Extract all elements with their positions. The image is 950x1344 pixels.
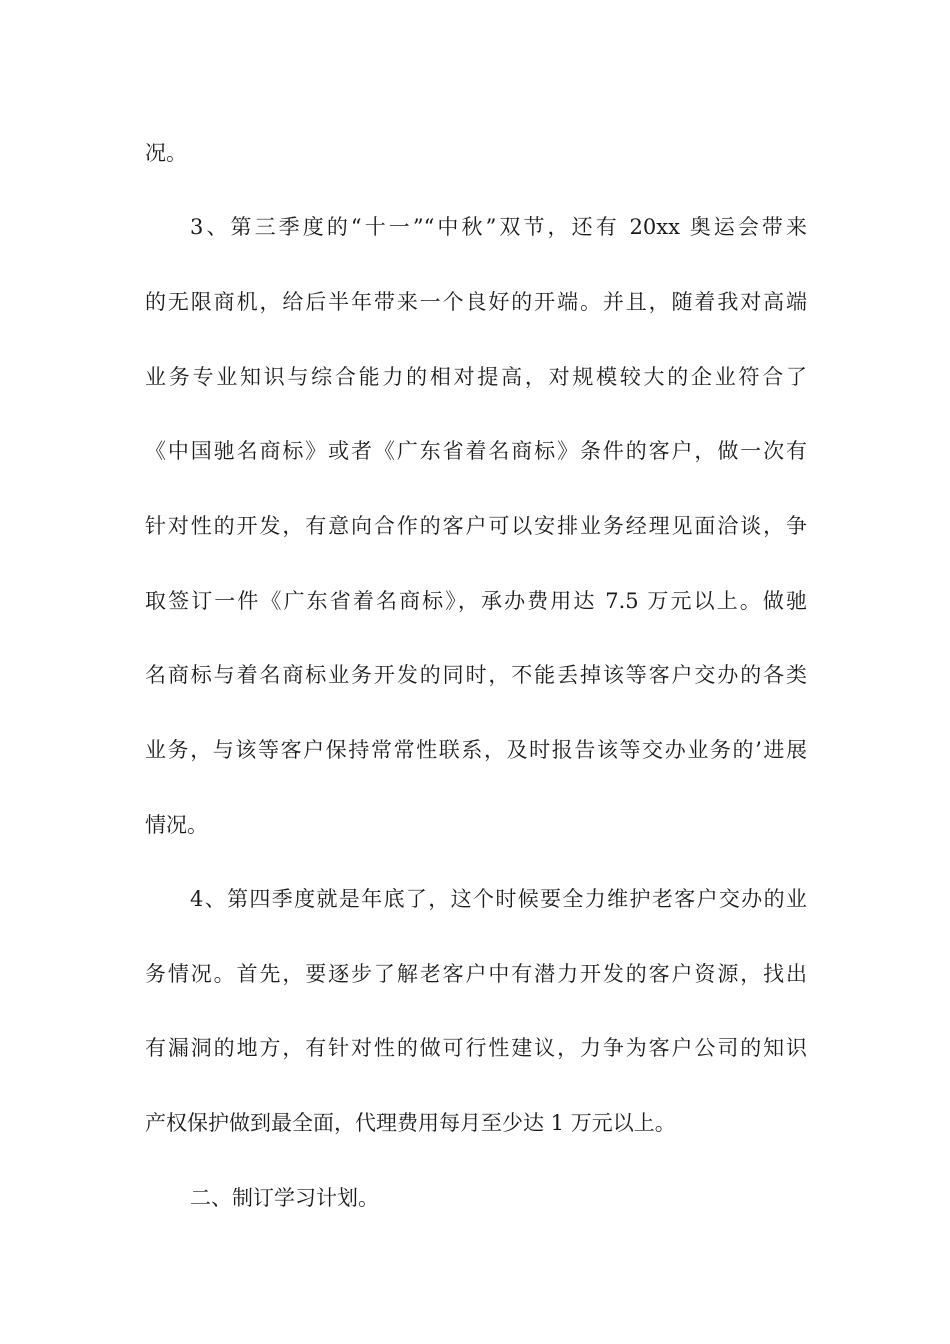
text-line-12: 务情况。首先，要逐步了解老客户中有潜力开发的客户资源，找出 (145, 962, 807, 986)
text-line-2: 3、第三季度的“十一”“中秋”双节，还有 20xx 奥运会带来 (190, 215, 807, 239)
text-line-9: 业务，与该等客户保持常常性联系，及时报告该等交办业务的’进展 (145, 738, 807, 762)
text-line-10: 情况。 (145, 813, 208, 837)
text-line-1: 况。 (145, 141, 187, 165)
text-line-3: 的无限商机，给后半年带来一个良好的开端。并且，随着我对高端 (145, 290, 807, 314)
text-line-8: 名商标与着名商标业务开发的同时，不能丢掉该等客户交办的各类 (145, 663, 807, 687)
text-line-6: 针对性的开发，有意向合作的客户可以安排业务经理见面洽谈，争 (145, 514, 807, 538)
text-line-5: 《中国驰名商标》或者《广东省着名商标》条件的客户，做一次有 (145, 439, 807, 463)
text-line-4: 业务专业知识与综合能力的相对提高，对规模较大的企业符合了 (145, 365, 807, 389)
text-line-14: 产权保护做到最全面，代理费用每月至少达 1 万元以上。 (145, 1111, 676, 1135)
section-heading: 二、制订学习计划。 (190, 1186, 379, 1210)
text-line-7: 取签订一件《广东省着名商标》，承办费用达 7.5 万元以上。做驰 (145, 589, 807, 613)
text-line-11: 4、第四季度就是年底了，这个时候要全力维护老客户交办的业 (190, 887, 807, 911)
text-line-13: 有漏洞的地方，有针对性的做可行性建议，力争为客户公司的知识 (145, 1036, 807, 1060)
